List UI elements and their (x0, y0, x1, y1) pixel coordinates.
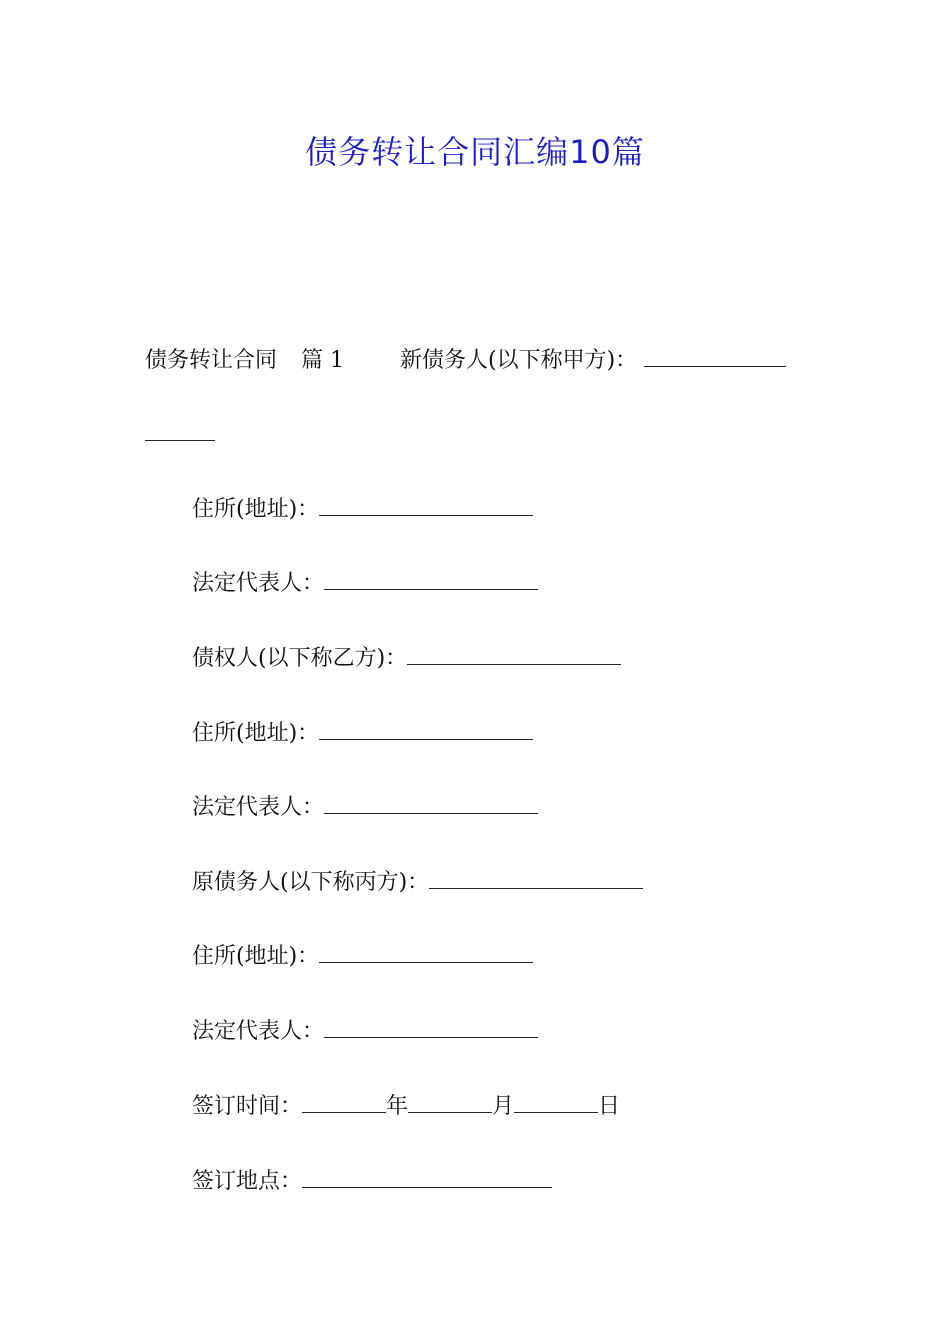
sign-place-label: 签订地点： (192, 1169, 303, 1194)
sign-place-blank (302, 1165, 552, 1188)
month-blank (408, 1090, 492, 1113)
sign-place-row (192, 1165, 552, 1197)
address-blank (319, 493, 533, 516)
sign-time-label: 签订时间： (192, 1094, 303, 1119)
field-row (192, 642, 621, 674)
sign-time-row (192, 1090, 620, 1122)
field-row (192, 866, 643, 898)
document-title: 债务转让合同汇编10篇 (305, 133, 645, 171)
legal-rep-label: 法定代表人： (192, 1019, 325, 1044)
address-label: 住所(地址)： (192, 944, 320, 969)
original-debtor-blank (429, 866, 643, 889)
intro-line (145, 344, 786, 376)
field-row (192, 940, 533, 972)
field-row (192, 717, 533, 749)
address-label: 住所(地址)： (192, 721, 320, 746)
legal-rep-blank (324, 1015, 538, 1038)
legal-rep-label: 法定代表人： (192, 571, 325, 596)
legal-rep-blank (324, 567, 538, 590)
creditor-label: 债权人(以下称乙方)： (192, 646, 408, 671)
year-blank (302, 1090, 386, 1113)
legal-rep-label: 法定代表人： (192, 795, 325, 820)
contract-heading: 债务转让合同 (145, 348, 278, 373)
new-debtor-label: 新债务人(以下称甲方)： (400, 348, 638, 373)
field-row (192, 567, 538, 599)
day-label: 日 (598, 1094, 621, 1119)
legal-rep-blank (324, 791, 538, 814)
year-label: 年 (386, 1094, 409, 1119)
month-label: 月 (492, 1094, 515, 1119)
address-label: 住所(地址)： (192, 497, 320, 522)
field-row (192, 791, 538, 823)
new-debtor-blank (644, 344, 786, 367)
field-row (192, 1015, 538, 1047)
creditor-blank (407, 642, 621, 665)
address-blank (319, 940, 533, 963)
new-debtor-blank-continued (145, 418, 215, 450)
address-blank (319, 717, 533, 740)
original-debtor-label: 原债务人(以下称丙方)： (192, 870, 430, 895)
field-row (192, 493, 533, 525)
new-debtor-blank-2 (145, 418, 215, 441)
part-label: 篇 1 (301, 348, 345, 373)
day-blank (514, 1090, 598, 1113)
